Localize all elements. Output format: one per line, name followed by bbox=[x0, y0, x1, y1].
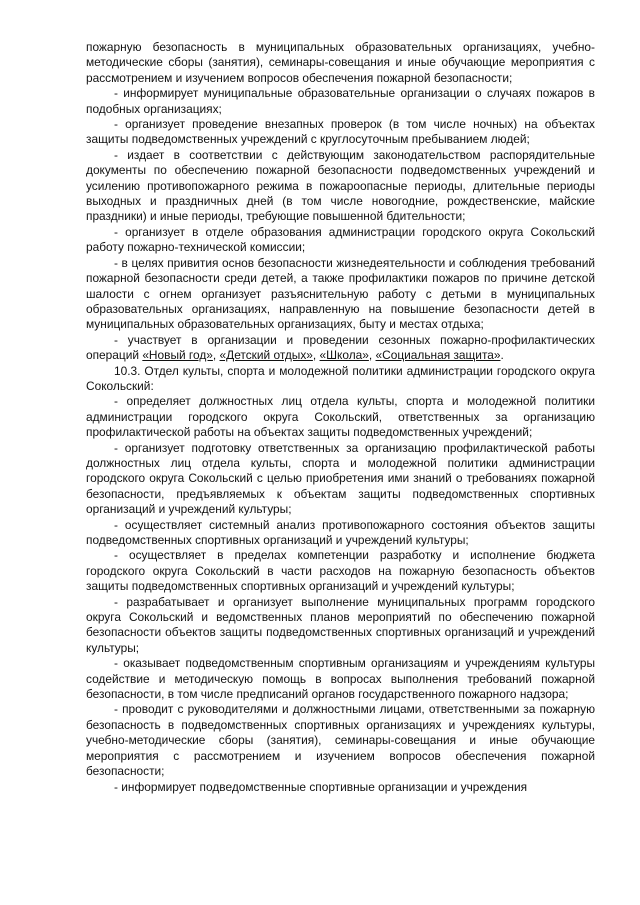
paragraph-7: - участвует в организации и проведении сезонных пожарно-профилактических операций «Новый год», «Детский отдых», «Школа», «Социальная защита». bbox=[86, 332, 595, 363]
paragraph-12: - осуществляет в пределах компетенции разработку и исполнение бюджета городского округа Сокольский в части расходов на пожарную безопасность объектов защиты подведомственных спортивных организаций и учреждений культуры; bbox=[86, 548, 595, 594]
operation-children-rest: «Детский отдых» bbox=[219, 348, 313, 363]
paragraph-15: - проводит с руководителями и должностными лицами, ответственными за пожарную безопасность в подведомственных спортивных организациях и учреждениях культуры, учебно-методические сборы (занятия), семинары-совещания и иные обучающие мероприятия с рассмотрением и изучением вопросов обеспечения пожарной безопасности; bbox=[86, 702, 595, 779]
paragraph-16: - информирует подведомственные спортивные организации и учреждения bbox=[114, 779, 528, 794]
operation-new-year: «Новый год» bbox=[142, 348, 213, 363]
paragraph-10: - организует подготовку ответственных за организацию профилактической работы должностных лиц отдела культы, спорта и молодежной политики администрации городского округа Сокольский с целью приобретения ими знаний о требованиях пожарной безопасности, предъявляемых к объектам защиты подведомственных спортивных организаций и учреждений культуры; bbox=[86, 440, 595, 517]
paragraph-14: - оказывает подведомственным спортивным организациям и учреждениям культуры содействие и методическую помощь в вопросах выполнения требований пожарной безопасности, в том числе предписаний органов государственного пожарного надзора; bbox=[86, 656, 595, 702]
paragraph-4: - издает в соответствии с действующим законодательством распорядительные документы по обеспечению пожарной безопасности подведомственных учреждений и усилению противопожарного режима в пожароопасные периоды, длительные периоды выходных и праздничных дней (в том числе новогодние, рождественские, майские праздники) и иные периоды, требующие повышенной бдительности; bbox=[86, 147, 595, 224]
paragraph-6: - в целях привития основ безопасности жизнедеятельности и соблюдения требований пожарной безопасности среди детей, а также профилактики пожаров по причине детской шалости с огнем организует разъяснительную работу с детьми в муниципальных образовательных организациях, направленную на повышение безопасности детей в муниципальных образовательных организациях, быту и местах отдыха; bbox=[86, 255, 595, 332]
paragraph-1: пожарную безопасность в муниципальных образовательных организациях, учебно-методические сборы (занятия), семинары-совещания и иные обучающие мероприятия с рассмотрением и изучением вопросов обеспечения пожарной безопасности; bbox=[86, 40, 595, 85]
paragraph-3: - организует проведение внезапных проверок (в том числе ночных) на объектах защиты подведомственных учреждений с круглосуточным пребыванием людей; bbox=[86, 117, 595, 147]
section-heading-10-3: 10.3. Отдел культы, спорта и молодежной политики администрации городского округа Сокольский: bbox=[86, 363, 595, 393]
document-page bbox=[86, 40, 595, 795]
paragraph-11: - осуществляет системный анализ противопожарного состояния объектов защиты подведомственных спортивных организаций и учреждений культуры; bbox=[86, 517, 595, 547]
paragraph-5: - организует в отделе образования администрации городского округа Сокольский работу пожарно-технической комиссии; bbox=[86, 224, 595, 255]
paragraph-9: - определяет должностных лиц отдела культы, спорта и молодежной политики администрации городского округа Сокольский, ответственных за организацию профилактической работы на объектах защиты подведомственных учреждений; bbox=[86, 394, 595, 440]
paragraph-13: - разрабатывает и организует выполнение муниципальных программ городского округа Сокольский и ведомственных планов мероприятий по обеспечению пожарной безопасности объектов защиты подведомственных спортивных организаций и учреждений культуры; bbox=[86, 594, 595, 655]
operation-social-protection: «Социальная защита» bbox=[375, 348, 501, 363]
paragraph-2: - информирует муниципальные образовательные организации о случаях пожаров в подобных организациях; bbox=[86, 86, 595, 116]
operation-school: «Школа» bbox=[319, 348, 369, 363]
paragraph-7-text: - участвует в организации и проведении сезонных пожарно-профилактических операций bbox=[86, 332, 595, 363]
